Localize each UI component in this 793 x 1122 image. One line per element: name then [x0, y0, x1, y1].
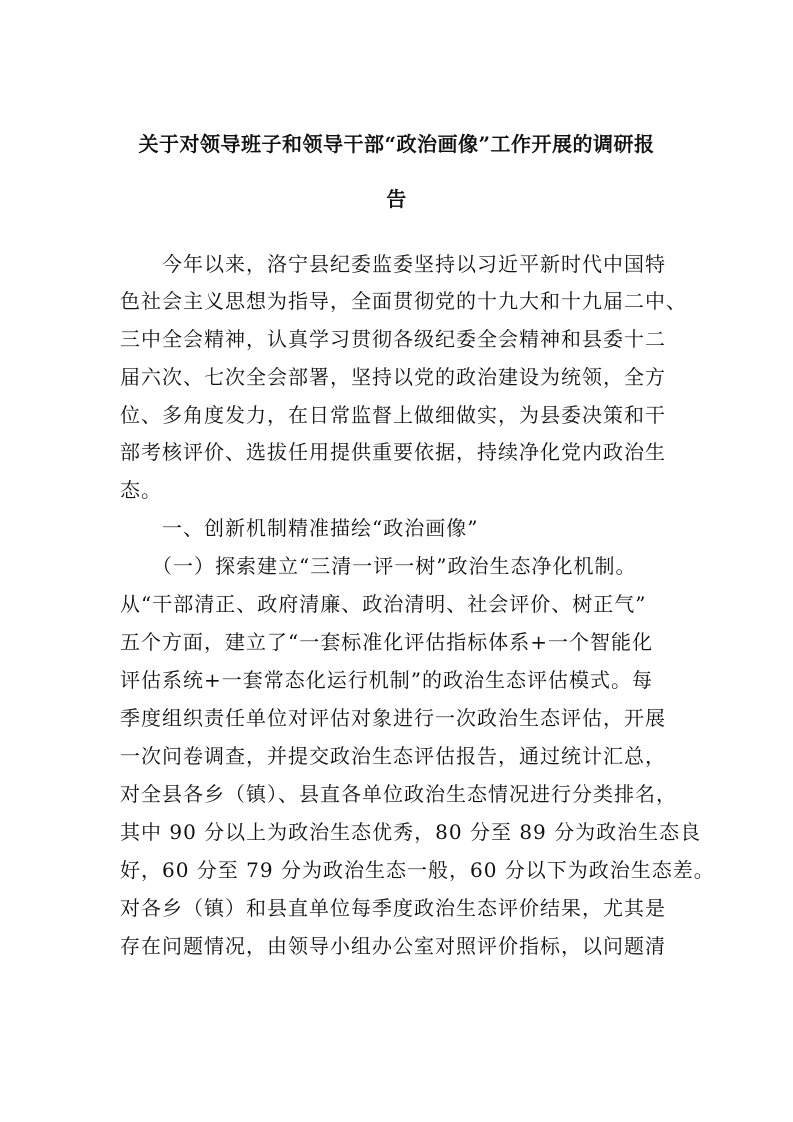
body-line: 从“干部清正、政府清廉、政治清明、社会评价、树正气”: [120, 592, 647, 616]
body-line: 位、多角度发力，在日常监督上做细做实，为县委决策和干: [120, 403, 666, 427]
subsection-heading-1: （一）探索建立“三清一评一树”政治生态净化机制。: [120, 554, 637, 578]
body-line: 存在问题情况，由领导小组办公室对照评价指标，以问题清: [120, 934, 666, 958]
body-line: 三中全会精神，认真学习贯彻各级纪委全会精神和县委十二: [120, 327, 666, 351]
body-line: 好，60 分至 79 分为政治生态一般，60 分以下为政治生态差。: [120, 858, 715, 882]
body-line: 态。: [120, 478, 162, 502]
document-title-line-2: 告: [386, 187, 407, 211]
body-line: 季度组织责任单位对评估对象进行一次政治生态评估，开展: [120, 706, 666, 730]
body-line: 五个方面，建立了“一套标准化评估指标体系+一个智能化: [120, 630, 653, 654]
body-line: 对各乡（镇）和县直单位每季度政治生态评价结果，尤其是: [120, 896, 666, 920]
body-line: 今年以来，洛宁县纪委监委坚持以习近平新时代中国特: [120, 252, 666, 276]
body-line: 部考核评价、选拔任用提供重要依据，持续净化党内政治生: [120, 440, 666, 464]
document-title-line-1: 关于对领导班子和领导干部“政治画像”工作开展的调研报: [138, 132, 655, 156]
body-line: 色社会主义思想为指导，全面贯彻党的十九大和十九届二中、: [120, 289, 687, 313]
body-line: 对全县各乡（镇）、县直各单位政治生态情况进行分类排名，: [120, 782, 677, 806]
body-line: 届六次、七次全会部署，坚持以党的政治建设为统领，全方: [120, 365, 666, 389]
body-line: 评估系统+一套常态化运行机制”的政治生态评估模式。每: [120, 668, 653, 692]
body-line: 其中 90 分以上为政治生态优秀，80 分至 89 分为政治生态良: [120, 820, 702, 844]
section-heading-1: 一、创新机制精准描绘“政治画像”: [120, 516, 479, 540]
body-line: 一次问卷调查，并提交政治生态评估报告，通过统计汇总，: [120, 744, 666, 768]
